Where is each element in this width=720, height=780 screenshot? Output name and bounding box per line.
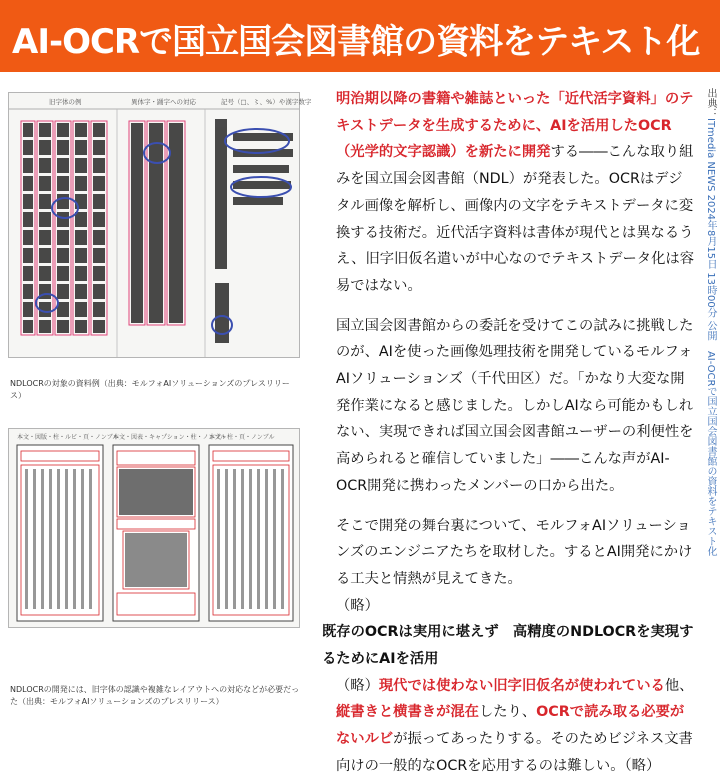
body-text: 他、 [664, 677, 694, 694]
page-title: AI-OCRで国立国会図書館の資料をテキスト化 [12, 22, 700, 62]
credit-prefix: 出典： [705, 88, 716, 118]
figure-header-label: 旧字体の例 [49, 98, 82, 106]
figure-caption: NDLOCRの開発には、旧字体の認識や複雑なレイアウトへの対応などが必要だった（出典：モルフォAIソリューションズのプレスリリース） [10, 685, 300, 706]
body-text: が振ってあったりする。そのためビジネス文書向けの一般的なOCRを応用するのは難しい。（略） [336, 731, 693, 774]
paragraph-intro [322, 86, 694, 300]
section-heading: 既存のOCRは実用に堪えず 高精度のNDLOCRを実現するためにAIを活用 [322, 624, 694, 668]
highlight-text: 縦書きと横書きが混在 [336, 704, 479, 721]
ocr-sample-image [8, 92, 312, 358]
highlight-text: OCRで読み取る必要がないルビ [336, 704, 685, 748]
figure-header-label: 本文・柱・頁・ノンブル [209, 434, 275, 441]
figure-header-label: 本文・図版・柱・ルビ・頁・ノンブル [17, 434, 119, 441]
article-body [322, 86, 694, 780]
paragraph-challenges [322, 673, 694, 780]
layout-pages-scan [9, 429, 299, 627]
figure-header-label: 記号（□、〻、%）や漢字数字 [221, 98, 312, 106]
source-credit [698, 88, 718, 708]
highlight-text: 現代では使わない旧字旧仮名が使われている [378, 677, 665, 694]
body-text: したり、 [478, 704, 537, 721]
layout-sample-image [8, 428, 300, 628]
title-bar [0, 0, 720, 72]
paragraph-commission: 国立国会図書館からの委託を受けてこの試みに挑戦したのが、AIを使った画像処理技術を開発しているモルフォAIソリューションズ（千代田区）だ。「かなり大変な開発作業になると感じました。しかしAIなら可能かもしれない、実現できれば国立国会図書館ユーザーの利便性を高められると確信していました」――こんな声がAI-OCR開発に携わったメンバーの口から出た。 [336, 317, 694, 494]
figure-column [8, 84, 312, 716]
figure-header-label: 異体字・踊字への対応 [131, 98, 196, 106]
highlight-text: 明治期以降の書籍や雑誌といった「近代活字資料」のテキストデータを生成するために、AIを活用したOCR（光学的文字認識）を新たに開発 [336, 91, 694, 161]
credit-source: ITmedia NEWS 2024年8月15日 13時00分 公開 AI-OCRで国立国会図書館の資料をテキスト化 [705, 118, 716, 557]
figure-caption: NDLOCRの対象の資料例（出典：モルフォAIソリューションズのプレスリリース） [10, 379, 290, 400]
paragraph-interview: そこで開発の舞台裏について、モルフォAIソリューションズのエンジニアたちを取材した。するとAI開発にかける工夫と情熱が見えてきた。 [336, 517, 693, 587]
vertical-text-scan [9, 93, 312, 357]
body-text: する――こんな取り組みを国立国会図書館（NDL）が発表した。OCRはデジタル画像を解析し、画像内の文字をテキストデータに変換する技術だ。近代活字資料は書体が現代とは異なるうえ、旧字旧仮名遣いが中心なのでテキストデータ化は容易ではない。 [336, 144, 694, 294]
figure-header-label: 本文・図表・キャプション・柱・ノンブル [113, 434, 227, 441]
omission-mark: （略） [336, 597, 379, 614]
omission-mark: （略） [336, 677, 379, 694]
